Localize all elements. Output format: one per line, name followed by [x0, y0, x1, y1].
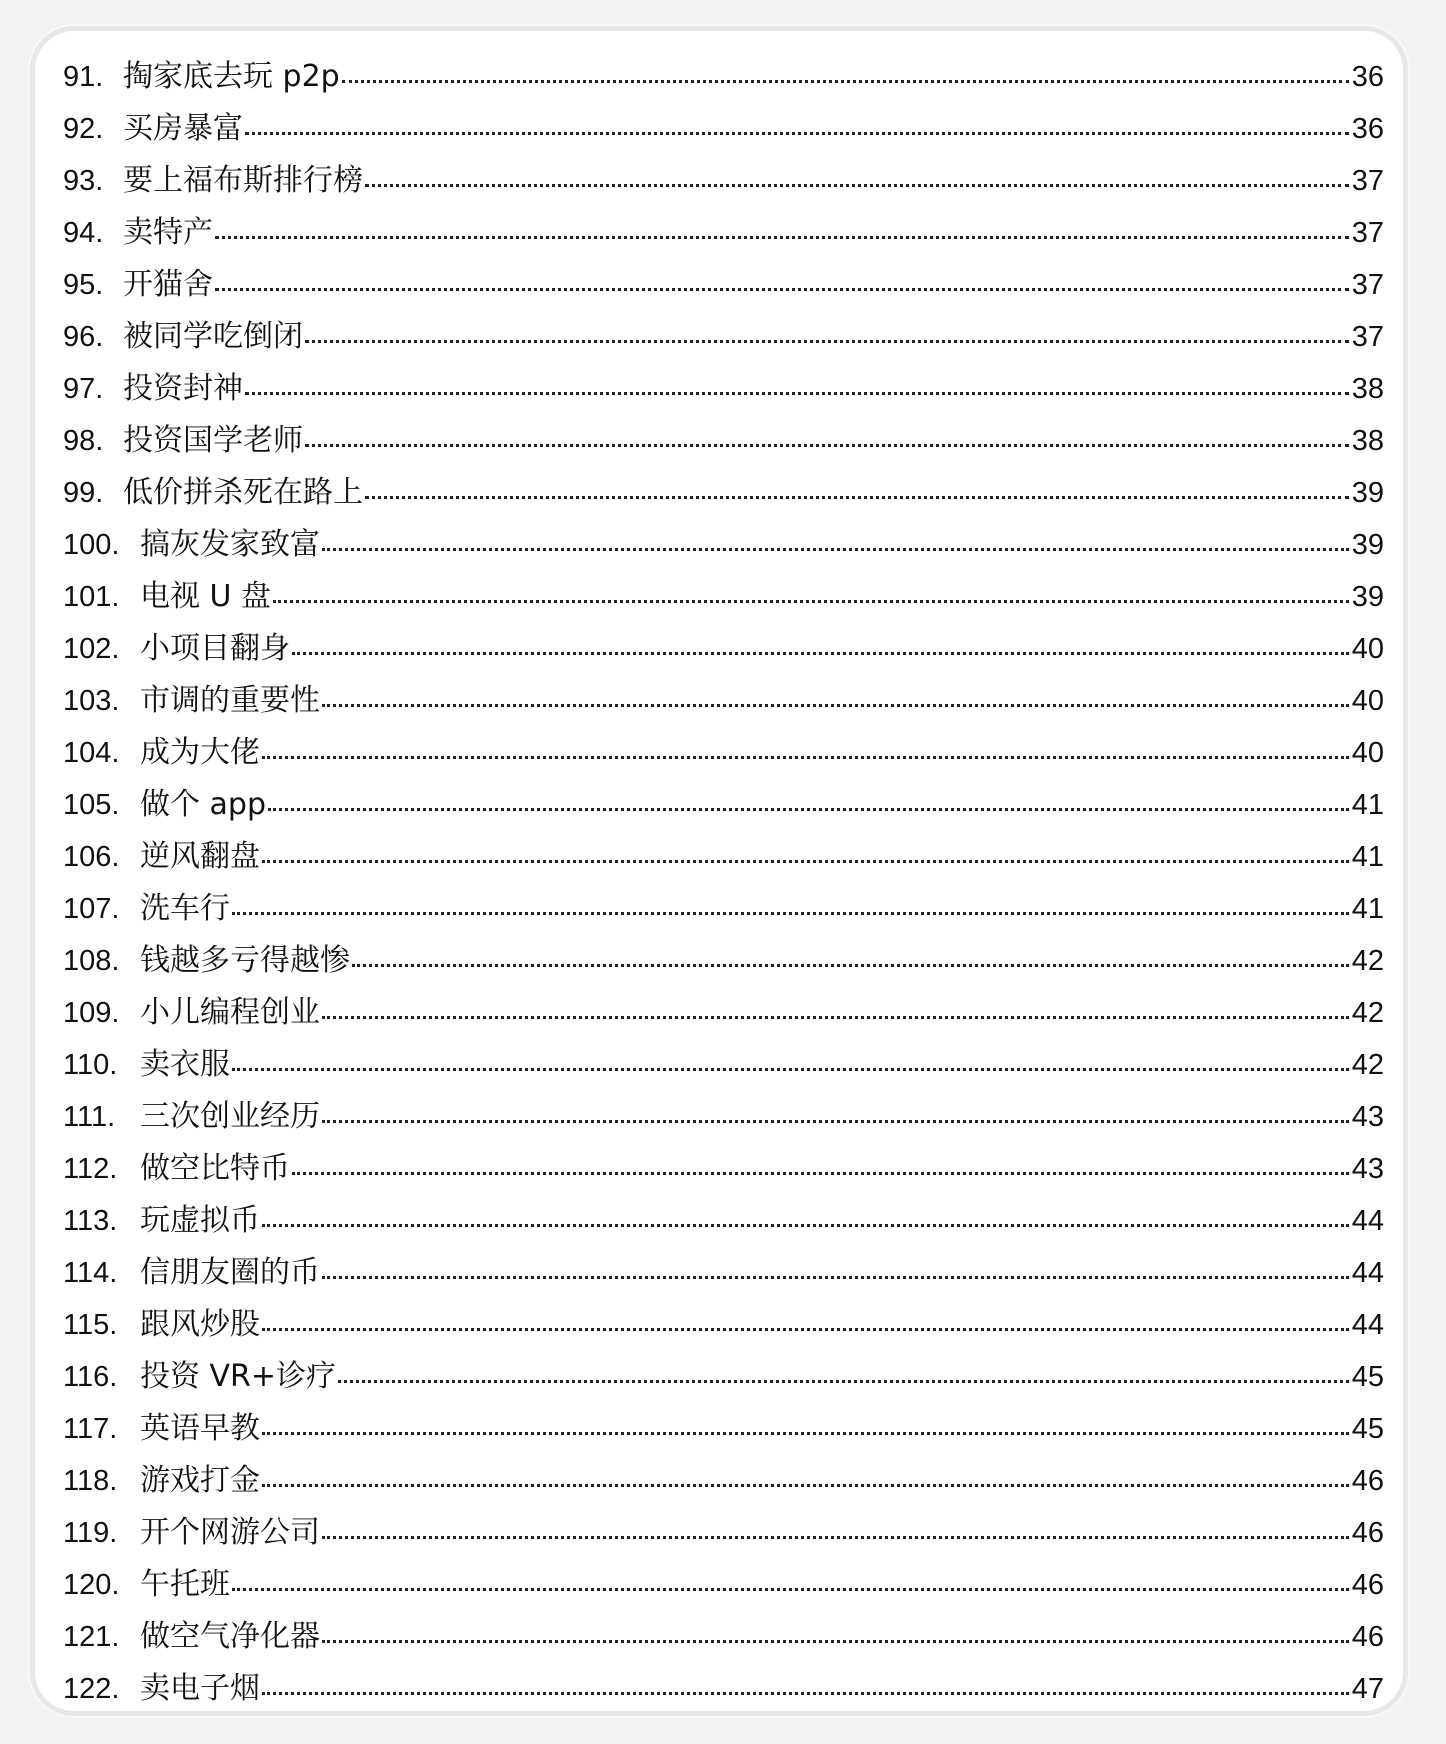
dot-leader: [245, 132, 1349, 135]
dot-leader: [342, 80, 1349, 83]
toc-entry[interactable]: [63, 1247, 1384, 1299]
toc-entry-number: 94.: [63, 217, 104, 249]
table-of-contents: [63, 51, 1384, 1715]
toc-entry-title: 做空比特币: [140, 1151, 290, 1186]
toc-entry[interactable]: [63, 363, 1384, 415]
dot-leader: [273, 600, 1349, 603]
toc-entry-number: 96.: [63, 321, 104, 353]
dot-leader: [262, 756, 1349, 759]
toc-entry[interactable]: [63, 1403, 1384, 1455]
toc-entry-title: 钱越多亏得越惨: [140, 943, 350, 978]
toc-entry-page-number: 41: [1351, 841, 1384, 873]
toc-entry-title: 小项目翻身: [140, 631, 290, 666]
toc-entry-number: 122.: [63, 1673, 120, 1705]
toc-entry-title: 要上福布斯排行榜: [123, 163, 363, 198]
toc-entry-page-number: 38: [1351, 425, 1384, 457]
toc-entry-page-number: 44: [1351, 1205, 1384, 1237]
toc-entry-number: 111.: [63, 1101, 116, 1133]
toc-entry[interactable]: [63, 1039, 1384, 1091]
dot-leader: [352, 964, 1349, 967]
toc-entry-number: 91.: [63, 61, 104, 93]
toc-entry[interactable]: [63, 155, 1384, 207]
toc-entry-title: 低价拼杀死在路上: [123, 475, 363, 510]
toc-entry[interactable]: [63, 1455, 1384, 1507]
dot-leader: [262, 1328, 1349, 1331]
toc-entry[interactable]: [63, 675, 1384, 727]
toc-entry-title: 做空气净化器: [140, 1619, 320, 1654]
toc-entry-page-number: 46: [1351, 1569, 1384, 1601]
toc-entry-title: 小儿编程创业: [140, 995, 320, 1030]
toc-entry-page-number: 40: [1351, 685, 1384, 717]
toc-entry-number: 114.: [63, 1257, 118, 1289]
dot-leader: [215, 288, 1349, 291]
toc-entry-number: 95.: [63, 269, 104, 301]
toc-entry[interactable]: [63, 1091, 1384, 1143]
dot-leader: [338, 1380, 1349, 1383]
toc-entry-page-number: 37: [1351, 269, 1384, 301]
toc-entry[interactable]: [63, 467, 1384, 519]
dot-leader: [245, 392, 1349, 395]
dot-leader: [262, 1224, 1349, 1227]
toc-entry[interactable]: [63, 1195, 1384, 1247]
toc-entry-page-number: 47: [1351, 1673, 1384, 1705]
dot-leader: [262, 860, 1349, 863]
toc-entry-page-number: 46: [1351, 1517, 1384, 1549]
toc-entry[interactable]: [63, 1351, 1384, 1403]
toc-entry-title: 掏家底去玩 p2p: [123, 59, 340, 94]
toc-entry[interactable]: [63, 415, 1384, 467]
toc-entry[interactable]: [63, 1663, 1384, 1715]
toc-entry[interactable]: [63, 103, 1384, 155]
toc-entry-number: 108.: [63, 945, 120, 977]
toc-entry-page-number: 38: [1351, 373, 1384, 405]
toc-entry-number: 116.: [63, 1361, 118, 1393]
toc-entry-number: 92.: [63, 113, 104, 145]
dot-leader: [365, 496, 1349, 499]
toc-entry-number: 113.: [63, 1205, 118, 1237]
toc-entry-page-number: 37: [1351, 321, 1384, 353]
dot-leader: [365, 184, 1349, 187]
toc-entry-title: 逆风翻盘: [140, 839, 260, 874]
toc-entry-page-number: 44: [1351, 1309, 1384, 1341]
toc-entry-title: 投资国学老师: [123, 423, 303, 458]
toc-entry[interactable]: [63, 519, 1384, 571]
dot-leader: [322, 1536, 1349, 1539]
toc-entry-title: 市调的重要性: [140, 683, 320, 718]
toc-entry-page-number: 42: [1351, 1049, 1384, 1081]
toc-entry-title: 开猫舍: [123, 267, 213, 302]
toc-entry[interactable]: [63, 623, 1384, 675]
toc-entry[interactable]: [63, 1143, 1384, 1195]
toc-entry-number: 106.: [63, 841, 120, 873]
toc-entry-title: 被同学吃倒闭: [123, 319, 303, 354]
toc-entry-page-number: 41: [1351, 789, 1384, 821]
dot-leader: [305, 340, 1349, 343]
dot-leader: [305, 444, 1349, 447]
toc-entry-page-number: 44: [1351, 1257, 1384, 1289]
toc-entry-page-number: 46: [1351, 1465, 1384, 1497]
toc-entry[interactable]: [63, 1559, 1384, 1611]
toc-entry-page-number: 40: [1351, 737, 1384, 769]
toc-entry-page-number: 45: [1351, 1413, 1384, 1445]
toc-entry[interactable]: [63, 207, 1384, 259]
toc-entry-title: 信朋友圈的币: [140, 1255, 320, 1290]
toc-entry-title: 投资封神: [123, 371, 243, 406]
toc-entry-title: 卖电子烟: [140, 1671, 260, 1706]
toc-entry-title: 搞灰发家致富: [140, 527, 320, 562]
toc-entry-page-number: 46: [1351, 1621, 1384, 1653]
toc-entry-page-number: 42: [1351, 997, 1384, 1029]
dot-leader: [322, 704, 1349, 707]
toc-entry-page-number: 39: [1351, 477, 1384, 509]
toc-entry[interactable]: [63, 259, 1384, 311]
dot-leader: [292, 1172, 1349, 1175]
toc-entry-page-number: 37: [1351, 165, 1384, 197]
toc-entry-title: 午托班: [140, 1567, 230, 1602]
toc-entry-page-number: 43: [1351, 1153, 1384, 1185]
toc-entry[interactable]: [63, 883, 1384, 935]
toc-entry-page-number: 45: [1351, 1361, 1384, 1393]
toc-entry-number: 102.: [63, 633, 120, 665]
toc-entry[interactable]: [63, 51, 1384, 103]
dot-leader: [292, 652, 1349, 655]
toc-entry[interactable]: [63, 311, 1384, 363]
toc-entry-number: 120.: [63, 1569, 120, 1601]
toc-entry[interactable]: [63, 935, 1384, 987]
toc-entry-page-number: 37: [1351, 217, 1384, 249]
dot-leader: [262, 1484, 1349, 1487]
dot-leader: [232, 1068, 1349, 1071]
dot-leader: [322, 1120, 1349, 1123]
toc-entry-title: 洗车行: [140, 891, 230, 926]
toc-entry-title: 三次创业经历: [140, 1099, 320, 1134]
toc-entry-number: 105.: [63, 789, 120, 821]
toc-entry-number: 100.: [63, 529, 120, 561]
toc-entry-number: 99.: [63, 477, 104, 509]
dot-leader: [322, 1276, 1349, 1279]
dot-leader: [232, 912, 1349, 915]
dot-leader: [322, 1016, 1349, 1019]
toc-entry[interactable]: [63, 779, 1384, 831]
toc-entry[interactable]: [63, 571, 1384, 623]
toc-entry-title: 游戏打金: [140, 1463, 260, 1498]
toc-entry-number: 112.: [63, 1153, 118, 1185]
toc-entry[interactable]: [63, 1299, 1384, 1351]
toc-entry-page-number: 42: [1351, 945, 1384, 977]
toc-entry[interactable]: [63, 831, 1384, 883]
toc-entry-title: 做个 app: [140, 787, 267, 822]
toc-entry-number: 103.: [63, 685, 120, 717]
toc-entry-title: 玩虚拟币: [140, 1203, 260, 1238]
toc-entry-title: 电视 U 盘: [140, 579, 272, 614]
dot-leader: [322, 1640, 1349, 1643]
toc-entry-number: 109.: [63, 997, 120, 1029]
dot-leader: [215, 236, 1349, 239]
dot-leader: [262, 1432, 1349, 1435]
toc-entry-page-number: 41: [1351, 893, 1384, 925]
dot-leader: [268, 808, 1349, 811]
toc-entry-number: 101.: [63, 581, 120, 613]
toc-entry-number: 107.: [63, 893, 120, 925]
toc-entry-number: 93.: [63, 165, 104, 197]
toc-entry-page-number: 36: [1351, 61, 1384, 93]
toc-entry-number: 118.: [63, 1465, 118, 1497]
toc-entry-number: 97.: [63, 373, 104, 405]
dot-leader: [232, 1588, 1349, 1591]
toc-entry-number: 98.: [63, 425, 104, 457]
toc-entry-number: 117.: [63, 1413, 118, 1445]
toc-entry-page-number: 36: [1351, 113, 1384, 145]
toc-entry-number: 121.: [63, 1621, 120, 1653]
dot-leader: [322, 548, 1349, 551]
toc-entry-title: 买房暴富: [123, 111, 243, 146]
toc-entry-number: 115.: [63, 1309, 118, 1341]
toc-entry-page-number: 43: [1351, 1101, 1384, 1133]
toc-entry-title: 成为大佬: [140, 735, 260, 770]
toc-entry[interactable]: [63, 1611, 1384, 1663]
toc-entry-title: 卖特产: [123, 215, 213, 250]
toc-entry-title: 投资 VR+诊疗: [140, 1359, 337, 1394]
toc-entry-number: 119.: [63, 1517, 118, 1549]
document-page: [30, 26, 1408, 1716]
toc-entry-title: 英语早教: [140, 1411, 260, 1446]
toc-entry-page-number: 39: [1351, 529, 1384, 561]
toc-entry-title: 卖衣服: [140, 1047, 230, 1082]
toc-entry-page-number: 40: [1351, 633, 1384, 665]
toc-entry[interactable]: [63, 1507, 1384, 1559]
toc-entry-title: 开个网游公司: [140, 1515, 320, 1550]
toc-entry-number: 104.: [63, 737, 120, 769]
toc-entry-title: 跟风炒股: [140, 1307, 260, 1342]
toc-entry-page-number: 39: [1351, 581, 1384, 613]
toc-entry-number: 110.: [63, 1049, 118, 1081]
dot-leader: [262, 1692, 1349, 1695]
toc-entry[interactable]: [63, 727, 1384, 779]
toc-entry[interactable]: [63, 987, 1384, 1039]
